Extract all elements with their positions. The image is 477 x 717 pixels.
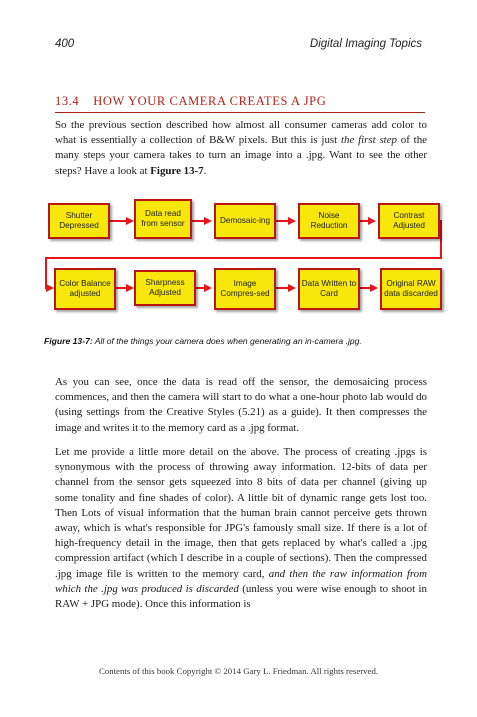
copyright-footer: Contents of this book Copyright © 2014 Gary L. Friedman. All rights reserved. (98, 666, 379, 676)
section-heading (55, 94, 425, 113)
body-paragraph-3: Let me provide a little more detail on the above. The process of creating .jpgs is synonymous with the process of throwing away information. 12-bits of data per channel from the sensor gets squeezed into 8 bits of data per channel (giving up some tonality and fine shades of color). A little bit of dynamic range gets lost too. Then Lots of visual information that the human brain cannot perceive gets thrown away, which is what's responsible for JPG's famously small size. If there is a lot of high-frequency detail in the image, then that gets replaced by what's called a .jpg compression artifact (which I describe in a couple of sections). Then the compressed .jpg image file is written to the memory card, and then the raw information from which the .jpg was produced is discarded (unless you were wise enough to shoot in RAW + JPG mode). Once this information is (55, 446, 427, 611)
step-shutter-depressed: Shutter Depressed (48, 203, 110, 239)
body-paragraph-2: As you can see, once the data is read off the sensor, the demosaicing process commences, and then the camera will start to do what a one-hour photo lab would do (using settings from the Creative Styles (5.21) as a guide). It then compresses the image and writes it to the memory card as a .jpg format. (55, 376, 427, 434)
step-data-written: Data Written to Card (298, 268, 360, 310)
caption-text: All of the things your camera does when generating an in-camera .jpg. (92, 336, 362, 346)
figure-reference: Figure 13-7 (150, 164, 204, 177)
step-image-compressed: Image Compres-sed (214, 268, 276, 310)
step-contrast-adjusted: Contrast Adjusted (378, 203, 440, 239)
page-number: 400 (55, 38, 75, 50)
process-flow-diagram (44, 198, 444, 318)
emphasis-first-step: the first step (340, 134, 397, 147)
section-title: HOW YOUR CAMERA CREATES A JPG (93, 94, 327, 108)
running-title: Digital Imaging Topics (309, 38, 422, 50)
step-color-balance: Color Balance adjusted (54, 268, 116, 310)
step-raw-discarded: Original RAW data discarded (380, 268, 442, 310)
step-sharpness: Sharpness Adjusted (134, 270, 196, 306)
step-noise-reduction: Noise Reduction (298, 203, 360, 239)
figure-caption (44, 336, 447, 346)
caption-label: Figure 13-7: (44, 336, 93, 346)
intro-paragraph: So the previous section described how almost all consumer cameras add color to what is essentially a collection of B&W pixels. But this is just the first step of the many steps your camera takes to turn an image into a .jpg. Want to see the other steps? Have a look at Figure 13-7. (55, 119, 427, 177)
step-data-read: Data read from sensor (134, 199, 192, 239)
emphasis-raw-discarded: and then the raw information from which the .jpg was produced is discarded (55, 567, 427, 595)
step-demosaicing: Demosaic-ing (214, 203, 276, 239)
section-number: 13.4 (55, 94, 80, 108)
